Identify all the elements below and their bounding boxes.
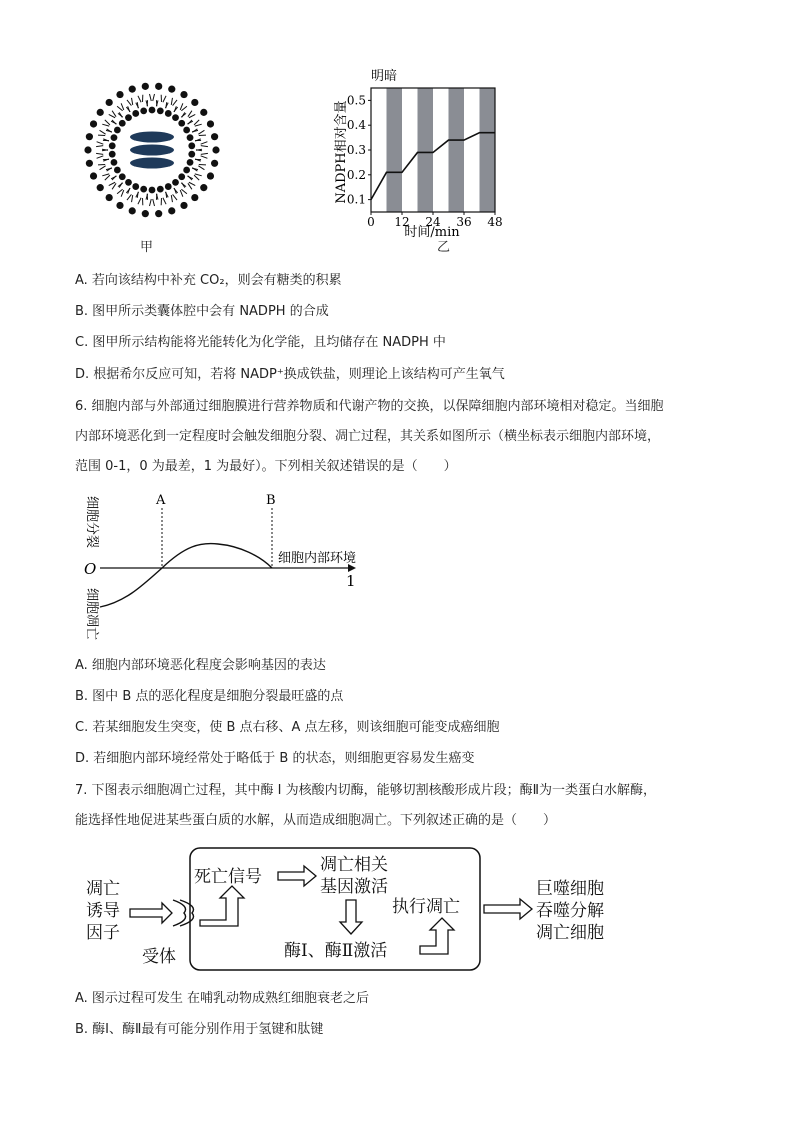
arrow-gene-to-enzyme-icon: [340, 900, 362, 934]
lipid-molecule: [199, 156, 218, 167]
lipid-molecule: [90, 120, 109, 134]
gene-activation-line-1: 凋亡相关: [320, 855, 388, 875]
x-axis-label: 时间/min: [404, 225, 460, 240]
arrow-inducer-to-receptor-icon: [130, 903, 172, 923]
q6-option-b: B. 图中 B 点的恶化程度是细胞分裂最旺盛的点: [75, 689, 344, 704]
lipid-molecule: [86, 156, 105, 167]
dark-period-bar: [418, 88, 434, 212]
x-tick-label: 48: [487, 215, 503, 229]
q6-option-a: A. 细胞内部环境恶化程度会影响基因的表达: [75, 658, 326, 673]
phagocyte-line-1: 巨噬细胞: [536, 879, 604, 899]
q6-option-d: D. 若细胞内部环境经常处于略低于 B 的状态，则细胞更容易发生癌变: [75, 751, 475, 766]
lipid-molecule: [201, 146, 220, 155]
lipid-molecule: [153, 83, 163, 102]
legend-light-dark: 明暗: [371, 69, 398, 84]
y-tick-label: 0.2: [346, 167, 366, 182]
q5-option-d: D. 根据希尔反应可知，若将 NADP⁺换成铁盐，则理论上该结构可产生氧气: [75, 367, 505, 382]
lipid-molecule: [106, 167, 121, 180]
y-tick-label: 0.1: [346, 192, 366, 207]
lower-label-cell-apoptosis: 细胞凋亡: [84, 587, 99, 641]
origin-label: O: [84, 560, 97, 578]
lipid-molecule: [86, 133, 105, 144]
lipid-molecule: [111, 173, 126, 187]
arrow-to-phagocyte-icon: [484, 899, 532, 919]
figure-yi-caption: 乙: [437, 240, 451, 255]
lipid-molecule: [111, 112, 126, 126]
inducer-line-1: 凋亡: [86, 879, 120, 899]
phagocyte-line-2: 吞噬分解: [536, 901, 604, 921]
dark-period-bar: [387, 88, 403, 212]
arrow-receptor-to-signal-icon: [200, 886, 244, 926]
q7-stem-line-1: 7. 下图表示细胞凋亡过程，其中酶 I 为核酸内切酶，能够切割核酸形成片段；酶Ⅱ为一类蛋白水解酶，: [75, 783, 657, 798]
y-tick-label: 0.5: [346, 93, 366, 108]
x-tick-label: 36: [456, 215, 472, 229]
lipid-molecule: [129, 195, 141, 214]
x-tick-label: 24: [425, 215, 441, 229]
lipid-molecule: [178, 112, 193, 126]
grana-stack: [130, 132, 174, 169]
death-signal-label: 死亡信号: [194, 867, 262, 887]
q7-stem-line-2: 能选择性地促进某些蛋白质的水解，从而造成细胞凋亡。下列叙述正确的是（ ）: [75, 813, 557, 828]
lipid-molecule: [84, 146, 103, 155]
y-tick-label: 0.4: [346, 118, 366, 133]
execute-apoptosis-label: 执行凋亡: [392, 897, 460, 917]
figure-jia-caption: 甲: [140, 240, 154, 255]
gene-activation-line-2: 基因激活: [320, 877, 388, 897]
q6-stem-line-2: 内部环境恶化到一定程度时会触发细胞分裂、凋亡过程，其关系如图所示（横坐标表示细胞内部环境，: [75, 429, 661, 444]
point-a-label: A: [156, 493, 166, 508]
lipid-molecule: [163, 195, 175, 214]
q5-option-c: C. 图甲所示结构能将光能转化为化学能，且均储存在 NADPH 中: [75, 335, 446, 350]
q7-apoptosis-flowchart: [80, 842, 640, 977]
lipid-molecule: [178, 173, 193, 187]
lipid-molecule: [90, 166, 109, 180]
q5-option-a: A. 若向该结构中补充 CO₂，则会有糖类的积累: [75, 273, 342, 288]
inducer-line-2: 诱导: [86, 901, 120, 921]
q6-option-c: C. 若某细胞发生突变，使 B 点右移、A 点左移，则该细胞可能变成癌细胞: [75, 720, 500, 735]
receptor-label: 受体: [142, 947, 176, 967]
figure-jia-thylakoid: [72, 74, 232, 224]
q6-stem-line-3: 范围 0-1，0 为最差，1 为最好）。下列相关叙述错误的是（ ）: [75, 459, 457, 474]
inducer-line-3: 因子: [86, 923, 120, 943]
upper-label-cell-division: 细胞分裂: [84, 495, 99, 549]
point-b-label: B: [266, 493, 276, 508]
division-apoptosis-curve: [100, 544, 272, 607]
q7-option-b: B. 酶Ⅰ、酶Ⅱ最有可能分别作用于氢键和肽键: [75, 1022, 324, 1037]
lipid-molecule: [142, 83, 152, 102]
lipid-molecule: [195, 166, 214, 180]
end-label: 1: [346, 572, 356, 590]
lipid-molecule: [129, 86, 141, 105]
q6-stem-line-1: 6. 细胞内部与外部通过细胞膜进行营养物质和代谢产物的交换，以保障细胞内部环境相对稳定。当细胞: [75, 399, 664, 414]
y-axis-label: NADPH相对含量: [334, 100, 349, 204]
phagocyte-line-3: 凋亡细胞: [536, 923, 604, 943]
dark-period-bar: [480, 88, 496, 212]
enzymes-activation-label: 酶Ⅰ、酶Ⅱ激活: [284, 941, 388, 961]
lipid-molecule: [199, 133, 218, 144]
q7-option-a: A. 图示过程可发生 在哺乳动物成熟红细胞衰老之后: [75, 991, 370, 1006]
lipid-molecule: [142, 198, 152, 217]
q6-graph: [70, 482, 400, 642]
dark-period-bar: [449, 88, 465, 212]
q5-option-b: B. 图甲所示类囊体腔中会有 NADPH 的合成: [75, 304, 329, 319]
x-tick-label: 0: [367, 215, 375, 229]
y-tick-label: 0.3: [346, 143, 366, 157]
x-tick-label: 12: [394, 215, 410, 229]
arrow-signal-to-gene-icon: [278, 866, 316, 886]
lipid-molecule: [183, 120, 198, 133]
axis-label-internal-environment: 细胞内部环境: [278, 551, 357, 566]
arrow-enzyme-to-execute-icon: [420, 918, 454, 954]
figure-yi-chart: [325, 64, 515, 244]
lipid-molecule: [153, 198, 163, 217]
lipid-molecule: [163, 86, 175, 105]
lipid-molecule: [195, 120, 214, 134]
